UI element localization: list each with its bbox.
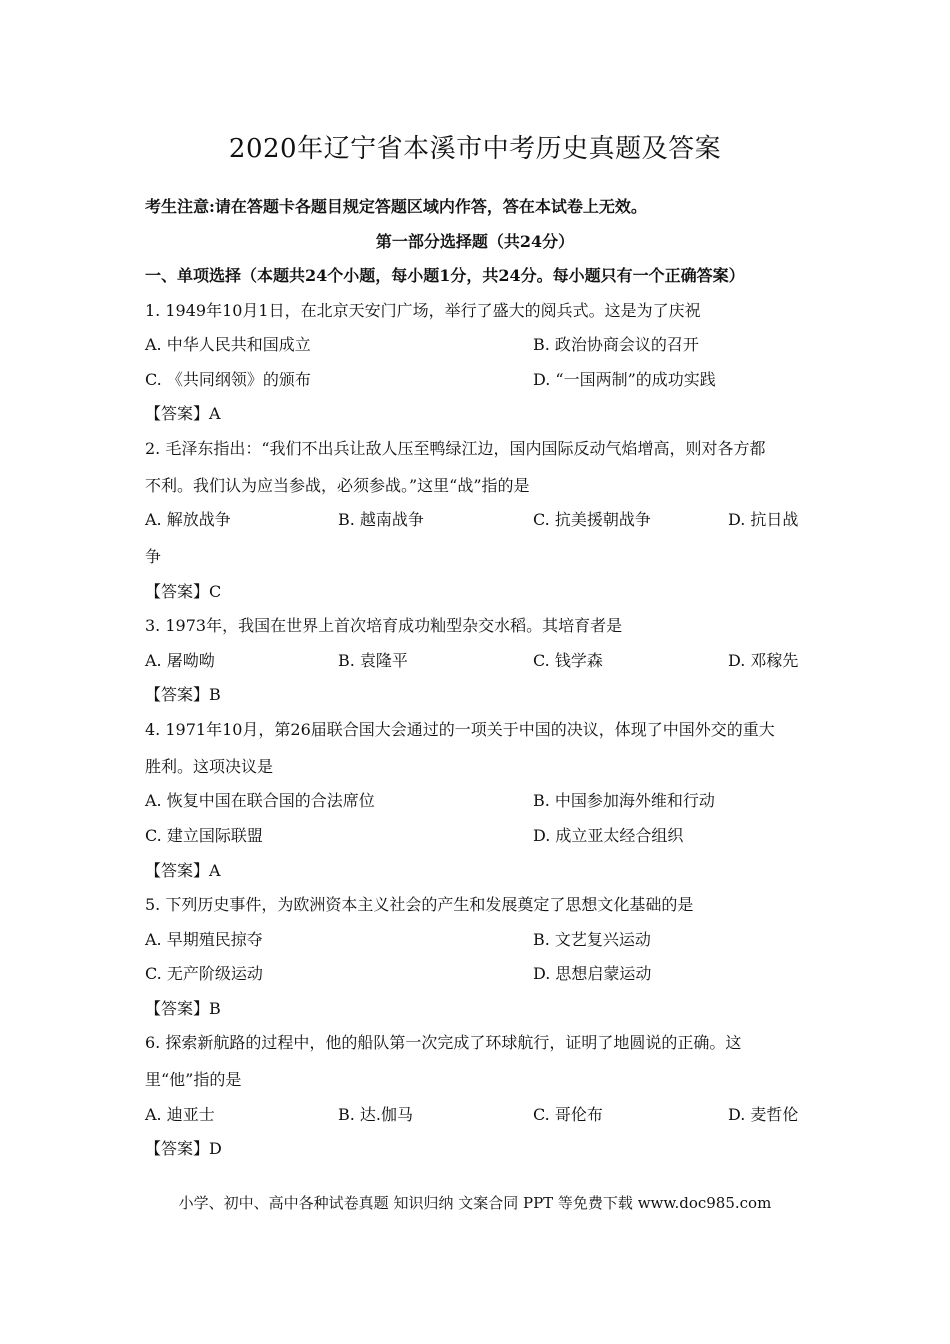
question-6-text-line-2: 里“他”指的是 <box>145 1070 242 1089</box>
question-3-option-b: B. 袁隆平 <box>338 651 408 670</box>
question-6-text-line-1: 6. 探索新航路的过程中，他的船队第一次完成了环球航行，证明了地圆说的正确。这 <box>145 1033 742 1052</box>
question-5-answer: 【答案】B <box>145 999 221 1018</box>
section-title: 一、单项选择（本题共24个小题，每小题1分，共24分。每小题只有一个正确答案） <box>145 266 745 285</box>
question-4-text-line-2: 胜利。这项决议是 <box>145 757 274 776</box>
question-6-option-d: D. 麦哲伦 <box>728 1105 799 1124</box>
question-2-text-line-1: 2. 毛泽东指出：“我们不出兵让敌人压至鸭绿江边，国内国际反动气焰增高，则对各方都 <box>145 439 766 458</box>
question-1-option-b: B. 政治协商会议的召开 <box>533 335 699 354</box>
question-5-option-a: A. 早期殖民掠夺 <box>145 930 263 949</box>
question-5-option-b: B. 文艺复兴运动 <box>533 930 651 949</box>
part-title: 第一部分选择题（共24分） <box>375 232 575 251</box>
question-4-option-c: C. 建立国际联盟 <box>145 826 263 845</box>
page-footer: 小学、初中、高中各种试卷真题 知识归纳 文案合同 PPT 等免费下载 www.doc985.com <box>178 1194 772 1212</box>
question-2-option-a: A. 解放战争 <box>145 510 231 529</box>
question-6-option-c: C. 哥伦布 <box>533 1105 603 1124</box>
question-5-option-d: D. 思想启蒙运动 <box>533 964 652 983</box>
question-3-option-d: D. 邓稼先 <box>728 651 799 670</box>
question-4-option-b: B. 中国参加海外维和行动 <box>533 791 715 810</box>
question-6-option-a: A. 迪亚士 <box>145 1105 215 1124</box>
question-3-option-c: C. 钱学森 <box>533 651 603 670</box>
question-3-text: 3. 1973年，我国在世界上首次培育成功籼型杂交水稻。其培育者是 <box>145 616 623 635</box>
exam-notice: 考生注意:请在答题卡各题目规定答题区域内作答，答在本试卷上无效。 <box>145 197 647 216</box>
question-1-option-d: D. “一国两制”的成功实践 <box>533 370 716 389</box>
question-2-option-d: D. 抗日战 <box>728 510 799 529</box>
question-2-option-c: C. 抗美援朝战争 <box>533 510 651 529</box>
question-6-option-b: B. 达.伽马 <box>338 1105 414 1124</box>
question-1-option-c: C. 《共同纲领》的颁布 <box>145 370 311 389</box>
question-1-option-a: A. 中华人民共和国成立 <box>145 335 311 354</box>
question-4-option-a: A. 恢复中国在联合国的合法席位 <box>145 791 375 810</box>
document-title: 2020年辽宁省本溪市中考历史真题及答案 <box>228 134 722 164</box>
question-5-option-c: C. 无产阶级运动 <box>145 964 263 983</box>
question-3-option-a: A. 屠呦呦 <box>145 651 215 670</box>
question-5-text: 5. 下列历史事件，为欧洲资本主义社会的产生和发展奠定了思想文化基础的是 <box>145 895 694 914</box>
question-4-text-line-1: 4. 1971年10月，第26届联合国大会通过的一项关于中国的决议，体现了中国外交的重大 <box>145 720 775 739</box>
question-4-option-d: D. 成立亚太经合组织 <box>533 826 684 845</box>
question-2-answer: 【答案】C <box>145 582 222 601</box>
question-2-text-line-2: 不利。我们认为应当参战，必须参战。”这里“战”指的是 <box>145 476 530 495</box>
question-2-option-d-wrap: 争 <box>145 547 162 566</box>
question-2-option-b: B. 越南战争 <box>338 510 424 529</box>
question-6-answer: 【答案】D <box>145 1139 222 1158</box>
question-1-answer: 【答案】A <box>145 404 221 423</box>
question-1-text: 1. 1949年10月1日，在北京天安门广场，举行了盛大的阅兵式。这是为了庆祝 <box>145 301 701 320</box>
question-3-answer: 【答案】B <box>145 685 221 704</box>
question-4-answer: 【答案】A <box>145 861 221 880</box>
